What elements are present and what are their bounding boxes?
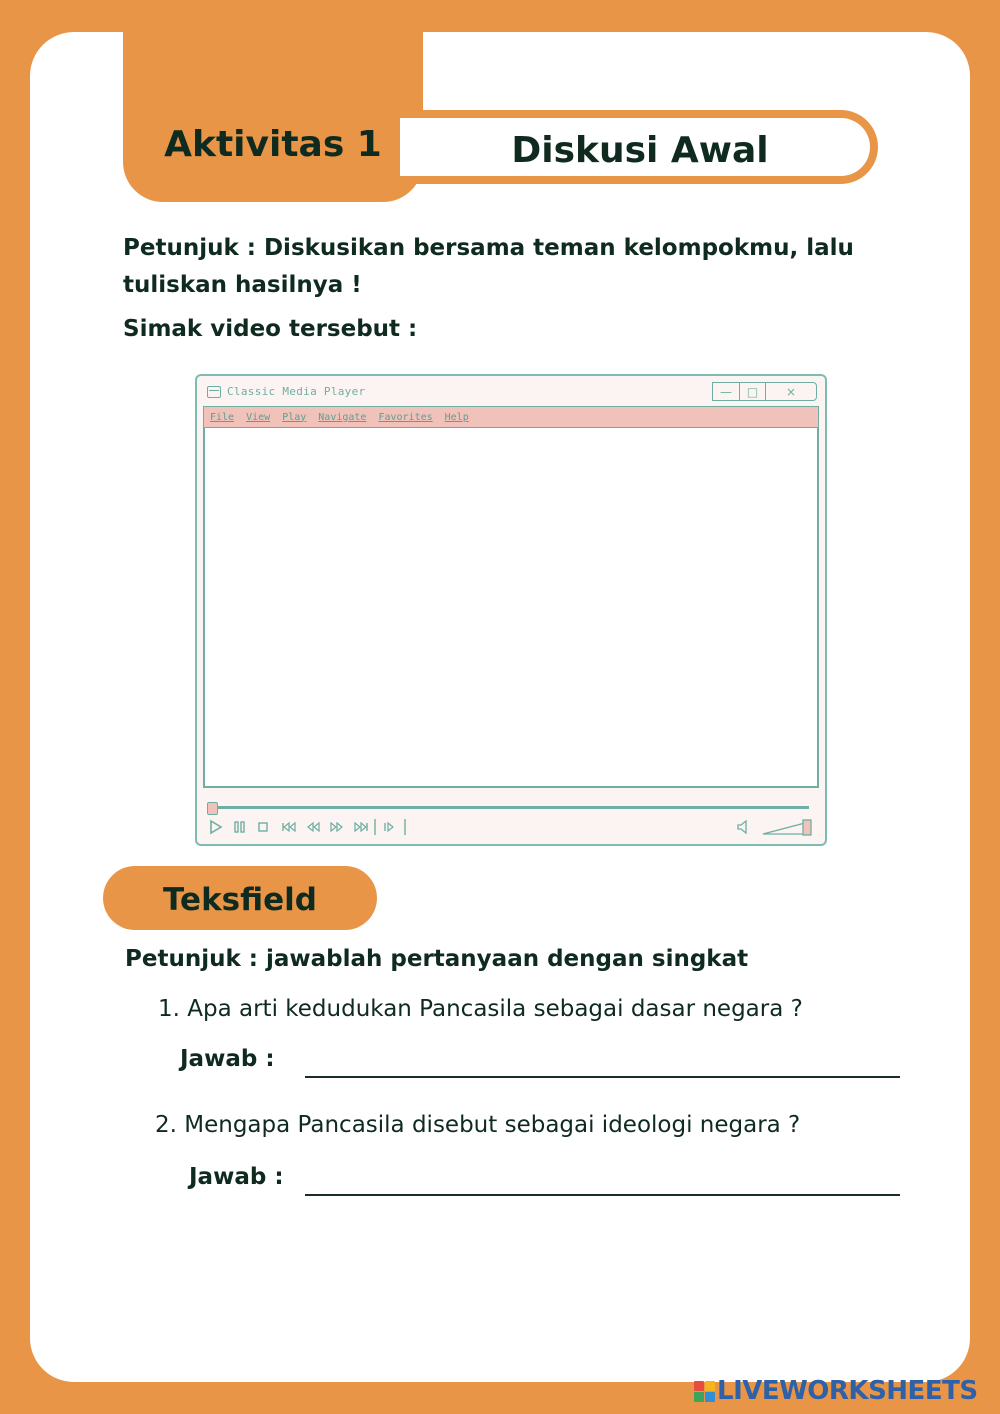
logo-blocks-icon: [694, 1381, 715, 1402]
menu-item-play[interactable]: Play: [282, 411, 307, 423]
seek-bar[interactable]: [207, 802, 809, 814]
page-title: Diskusi Awal: [511, 130, 769, 171]
menu-item-file[interactable]: File: [210, 411, 235, 423]
answer-label: Jawab :: [189, 1164, 284, 1190]
question-number: 2.: [155, 1112, 177, 1138]
video-prompt: Simak video tersebut :: [123, 316, 418, 342]
control-divider: [373, 818, 377, 836]
video-viewport[interactable]: [203, 428, 819, 788]
answer-label: Jawab :: [180, 1046, 275, 1072]
brand-name: LIVEWORKSHEETS: [717, 1376, 978, 1406]
teksfield-section-label: [103, 866, 377, 930]
answer-instruction: Petunjuk : jawablah pertanyaan dengan singkat: [125, 946, 749, 972]
activity-tab: [123, 32, 423, 202]
player-controls: [207, 818, 815, 838]
fast-forward-icon[interactable]: [329, 818, 345, 836]
pause-icon[interactable]: [233, 818, 247, 836]
skip-back-icon[interactable]: [281, 818, 297, 836]
play-icon[interactable]: [209, 818, 223, 836]
player-menubar: [203, 406, 819, 428]
menu-item-help[interactable]: Help: [444, 411, 469, 423]
question-1: [158, 996, 803, 1022]
player-titlebar: [205, 382, 817, 404]
discussion-instruction: Petunjuk : Diskusikan bersama teman kelompokmu, lalu tuliskan hasilnya !: [123, 235, 854, 298]
close-button[interactable]: ×: [765, 382, 817, 401]
question-2: [155, 1112, 800, 1138]
question-number: 1.: [158, 996, 180, 1022]
minimize-button[interactable]: —: [712, 382, 740, 401]
seek-track[interactable]: [215, 806, 809, 809]
seek-handle[interactable]: [207, 802, 218, 815]
step-frame-icon[interactable]: [383, 818, 397, 836]
menu-item-view[interactable]: View: [246, 411, 271, 423]
title-banner: [400, 110, 878, 184]
media-player: [195, 374, 827, 846]
volume-slider[interactable]: [761, 818, 813, 836]
teksfield-label: Teksfield: [163, 882, 317, 918]
stop-icon[interactable]: [257, 818, 271, 836]
window-buttons: [714, 382, 818, 402]
activity-label: Aktivitas 1: [164, 124, 382, 165]
liveworksheets-logo: [694, 1376, 978, 1406]
answer-field-2[interactable]: [305, 1170, 900, 1196]
menu-item-navigate[interactable]: Navigate: [318, 411, 367, 423]
answer-field-1[interactable]: [305, 1052, 900, 1078]
question-text: Apa arti kedudukan Pancasila sebagai dasar negara ?: [187, 996, 803, 1022]
question-text: Mengapa Pancasila disebut sebagai ideologi negara ?: [184, 1112, 801, 1138]
control-divider-2: [403, 818, 407, 836]
rewind-icon[interactable]: [305, 818, 321, 836]
volume-icon[interactable]: [735, 818, 751, 836]
menu-item-favorites[interactable]: Favorites: [378, 411, 433, 423]
maximize-button[interactable]: □: [739, 382, 767, 401]
player-title: Classic Media Player: [227, 385, 366, 398]
skip-forward-icon[interactable]: [353, 818, 369, 836]
player-app-icon: [207, 386, 221, 398]
